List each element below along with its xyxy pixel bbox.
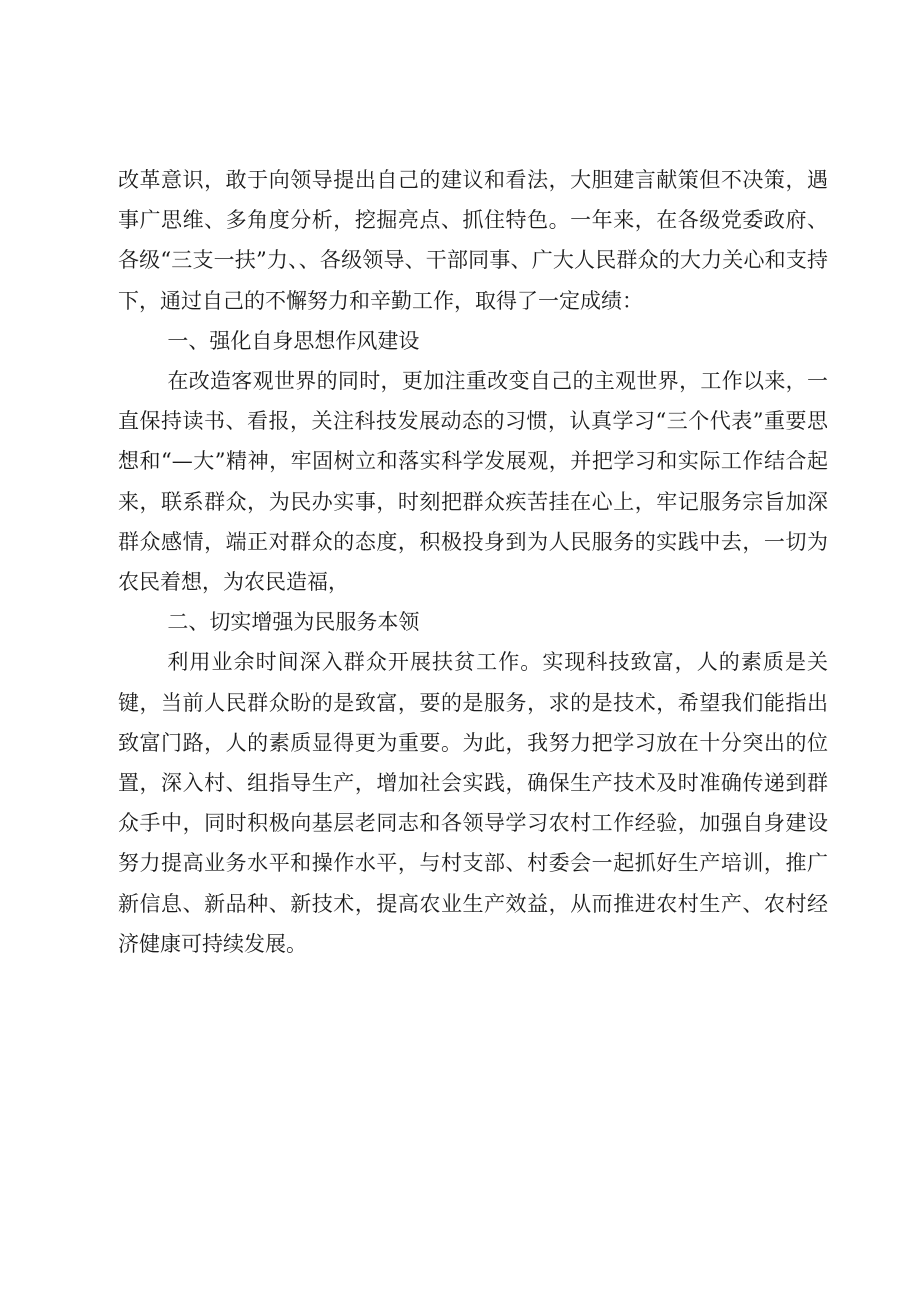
paragraph-section-2: 利用业余时间深入群众开展扶贫工作。实现科技致富，人的素质是关键，当前人民群众盼的是致富，要的是服务，求的是技术，希望我们能指出致富门路，人的素质显得更为重要。为此，我努力把学习放在十分突出的位置，深入村、组指导生产，增加社会实践，确保生产技术及时准确传递到群众手中，同时积极向基层老同志和各领导学习农村工作经验，加强自身建设努力提高业务水平和操作水平，与村支部、村委会一起抓好生产培训，推广新信息、新品种、新技术，提高农业生产效益，从而推进农村生产、农村经济健康可持续发展。 (118, 650, 828, 956)
paragraph-intro: 改革意识，敢于向领导提出自己的建议和看法，大胆建言献策但不决策，遇事广思维、多角度分析，挖掘亮点、抓住特色。一年来，在各级党委政府、各级“三支一扶”力、、各级领导、干部同事、广大人民群众的大力关心和支持下，通过自己的不懈努力和辛勤工作，取得了一定成绩： (118, 168, 828, 313)
section-heading-2: 二、切实增强为民服务本领 (167, 610, 420, 635)
section-heading-1: 一、强化自身思想作风建设 (167, 328, 420, 353)
document-page (118, 160, 828, 964)
paragraph-section-1: 在改造客观世界的同时，更加注重改变自己的主观世界，工作以来，一直保持读书、看报，关注科技发展动态的习惯，认真学习“三个代表”重要思想和“—大”精神，牢固树立和落实科学发展观，并把学习和实际工作结合起来，联系群众，为民办实事，时刻把群众疾苦挂在心上，牢记服务宗旨加深群众感情，端正对群众的态度，积极投身到为人民服务的实践中去，一切为农民着想，为农民造福， (118, 369, 828, 595)
